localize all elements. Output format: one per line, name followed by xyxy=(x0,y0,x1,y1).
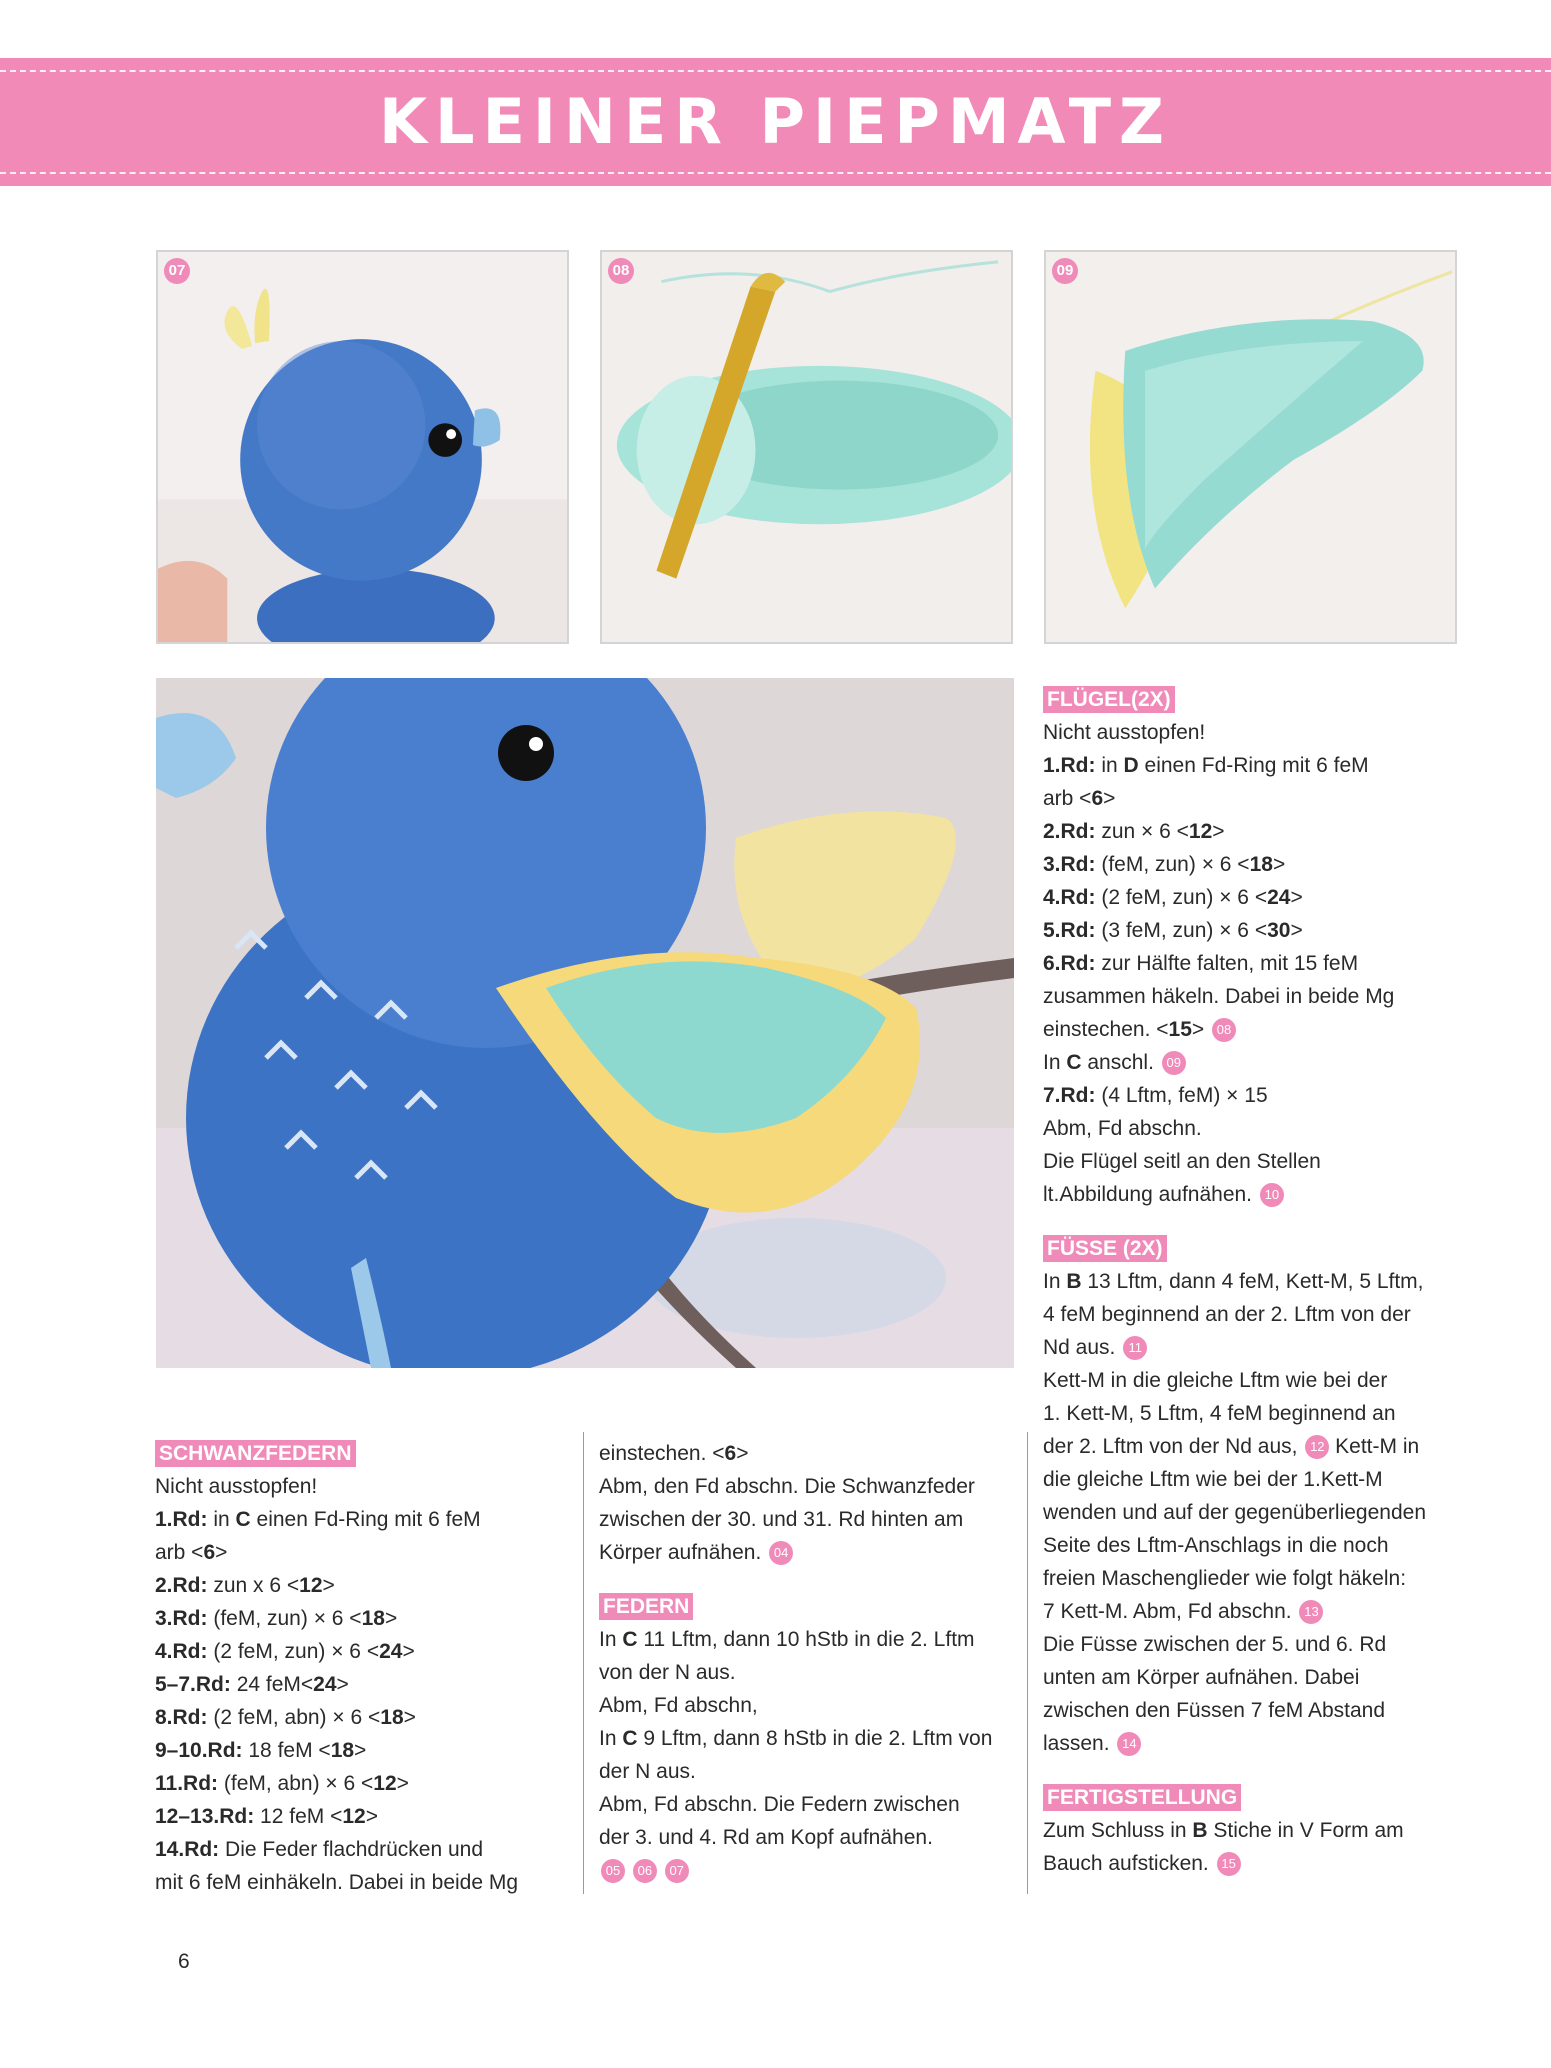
instruction-text: In C anschl. xyxy=(1043,1051,1154,1074)
instruction-line xyxy=(599,1854,1019,1887)
bird-head-image xyxy=(158,252,567,642)
instruction-text: 7.Rd: (4 Lftm, feM) × 15 xyxy=(1043,1084,1268,1107)
step-reference-badge: 07 xyxy=(665,1859,689,1883)
instruction-line xyxy=(599,1755,1019,1788)
photo-main-bird xyxy=(156,678,1014,1368)
instruction-line xyxy=(599,1470,1019,1503)
left-column xyxy=(155,1436,575,1899)
instruction-text: zwischen der 30. und 31. Rd hinten am xyxy=(599,1508,964,1531)
instruction-line xyxy=(155,1635,575,1668)
instruction-text: mit 6 feM einhäkeln. Dabei in beide Mg xyxy=(155,1871,519,1894)
instruction-line xyxy=(155,1536,575,1569)
middle-column xyxy=(599,1437,1019,1887)
instruction-line xyxy=(1043,1694,1463,1727)
instruction-line xyxy=(1043,1814,1463,1847)
instruction-line xyxy=(1043,1661,1463,1694)
instruction-line xyxy=(1043,881,1463,914)
instruction-line xyxy=(1043,1079,1463,1112)
step-reference-badge: 11 xyxy=(1123,1336,1147,1360)
instruction-text: 1. Kett-M, 5 Lftm, 4 feM beginnend an xyxy=(1043,1402,1396,1425)
instruction-line xyxy=(1043,947,1463,980)
instruction-line xyxy=(1043,1562,1463,1595)
photo-step-badge: 09 xyxy=(1052,258,1078,284)
instruction-text: Zum Schluss in B Stiche in V Form am xyxy=(1043,1819,1404,1842)
step-reference-badge: 08 xyxy=(1212,1018,1236,1042)
instruction-text: Abm, Fd abschn, xyxy=(599,1694,758,1717)
instruction-text: der N aus. xyxy=(599,1760,696,1783)
step-reference-badge: 15 xyxy=(1217,1852,1241,1876)
schwanzfedern-continued xyxy=(599,1437,1019,1569)
banner-dash-bottom xyxy=(0,172,1551,174)
instruction-text: 8.Rd: (2 feM, abn) × 6 <18> xyxy=(155,1706,416,1729)
instruction-line xyxy=(1043,1265,1463,1298)
instruction-text: In C 11 Lftm, dann 10 hStb in die 2. Lftm xyxy=(599,1628,975,1651)
instruction-line xyxy=(1043,1595,1463,1628)
step-reference-badge: 12 xyxy=(1305,1435,1329,1459)
instruction-text: 4.Rd: (2 feM, zun) × 6 <24> xyxy=(1043,886,1303,909)
instruction-line xyxy=(1043,1628,1463,1661)
instruction-text: In B 13 Lftm, dann 4 feM, Kett-M, 5 Lftm, xyxy=(1043,1270,1424,1293)
instruction-text: 3.Rd: (feM, zun) × 6 <18> xyxy=(155,1607,398,1630)
step-reference-badge: 14 xyxy=(1117,1732,1141,1756)
photo-step-badge: 08 xyxy=(608,258,634,284)
section-heading-fuesse: FÜSSE (2X) xyxy=(1043,1235,1167,1262)
instruction-text: Abm, den Fd abschn. Die Schwanzfeder xyxy=(599,1475,975,1498)
instruction-line xyxy=(599,1623,1019,1656)
instruction-text: In C 9 Lftm, dann 8 hStb in die 2. Lftm von xyxy=(599,1727,993,1750)
instruction-text: Kett-M in xyxy=(1335,1435,1420,1458)
instruction-text: 14.Rd: Die Feder flachdrücken und xyxy=(155,1838,483,1861)
instruction-line xyxy=(155,1734,575,1767)
instruction-text: Abm, Fd abschn. xyxy=(1043,1117,1202,1140)
instruction-text: lassen. xyxy=(1043,1732,1110,1755)
step-reference-badge: 05 xyxy=(601,1859,625,1883)
instruction-text: Kett-M in die gleiche Lftm wie bei der xyxy=(1043,1369,1388,1392)
instruction-text: 4 feM beginnend an der 2. Lftm von der xyxy=(1043,1303,1411,1326)
instruction-text: von der N aus. xyxy=(599,1661,736,1684)
instruction-line xyxy=(599,1689,1019,1722)
step-reference-badge: 13 xyxy=(1299,1600,1323,1624)
instruction-line xyxy=(155,1800,575,1833)
photo-08 xyxy=(600,250,1013,644)
section-heading-fluegel: FLÜGEL(2X) xyxy=(1043,686,1175,713)
instruction-text: 12–13.Rd: 12 feM <12> xyxy=(155,1805,378,1828)
instruction-text: Die Füsse zwischen der 5. und 6. Rd xyxy=(1043,1633,1387,1656)
instruction-line xyxy=(599,1821,1019,1854)
section-heading-fertigstellung: FERTIGSTELLUNG xyxy=(1043,1784,1241,1811)
instruction-text: unten am Körper aufnähen. Dabei xyxy=(1043,1666,1360,1689)
instruction-line xyxy=(155,1866,575,1899)
instruction-line xyxy=(599,1722,1019,1755)
instruction-text: freien Maschenglieder wie folgt häkeln: xyxy=(1043,1567,1407,1590)
instruction-text: Abm, Fd abschn. Die Federn zwischen xyxy=(599,1793,960,1816)
photo-step-badge: 07 xyxy=(164,258,190,284)
column-divider-1 xyxy=(583,1432,584,1894)
instruction-line xyxy=(1043,1430,1463,1463)
section-heading-schwanzfedern: SCHWANZFEDERN xyxy=(155,1440,356,1467)
instruction-text: Nicht ausstopfen! xyxy=(1043,721,1206,744)
instruction-line xyxy=(1043,1298,1463,1331)
instruction-text: 2.Rd: zun x 6 <12> xyxy=(155,1574,335,1597)
instruction-text: Bauch aufsticken. xyxy=(1043,1852,1209,1875)
wing-hook-image xyxy=(602,252,1011,642)
instruction-line xyxy=(1043,1847,1463,1880)
instruction-text: der 3. und 4. Rd am Kopf aufnähen. xyxy=(599,1826,933,1849)
instruction-line xyxy=(155,1767,575,1800)
instruction-line xyxy=(155,1602,575,1635)
instruction-line xyxy=(1043,1013,1463,1046)
instruction-text: der 2. Lftm von der Nd aus, xyxy=(1043,1435,1298,1458)
fertigstellung-instructions xyxy=(1043,1814,1463,1880)
instruction-line xyxy=(1043,914,1463,947)
fluegel-instructions xyxy=(1043,716,1463,1211)
instruction-line xyxy=(155,1470,575,1503)
photo-09 xyxy=(1044,250,1457,644)
instruction-text: Seite des Lftm-Anschlags in die noch xyxy=(1043,1534,1389,1557)
instruction-line xyxy=(599,1656,1019,1689)
instruction-text: 3.Rd: (feM, zun) × 6 <18> xyxy=(1043,853,1286,876)
instruction-text: zwischen den Füssen 7 feM Abstand xyxy=(1043,1699,1386,1722)
instruction-line xyxy=(155,1569,575,1602)
instruction-line xyxy=(599,1536,1019,1569)
instruction-text: 11.Rd: (feM, abn) × 6 <12> xyxy=(155,1772,409,1795)
instruction-line xyxy=(1043,848,1463,881)
instruction-line xyxy=(1043,1178,1463,1211)
instruction-line xyxy=(1043,1112,1463,1145)
section-heading-federn: FEDERN xyxy=(599,1593,693,1620)
fuesse-instructions xyxy=(1043,1265,1463,1760)
instruction-text: einstechen. <15> xyxy=(1043,1018,1205,1041)
instruction-line xyxy=(1043,1397,1463,1430)
step-reference-badge: 06 xyxy=(633,1859,657,1883)
column-divider-2 xyxy=(1027,1432,1028,1894)
bird-wing-image xyxy=(156,678,1014,1368)
instruction-text: die gleiche Lftm wie bei der 1.Kett-M xyxy=(1043,1468,1383,1491)
instruction-text: Die Flügel seitl an den Stellen xyxy=(1043,1150,1321,1173)
instruction-line xyxy=(1043,1529,1463,1562)
instruction-line xyxy=(1043,815,1463,848)
instruction-text: Nd aus. xyxy=(1043,1336,1116,1359)
instruction-line xyxy=(1043,782,1463,815)
instruction-text: lt.Abbildung aufnähen. xyxy=(1043,1183,1253,1206)
instruction-line xyxy=(155,1833,575,1866)
instruction-text: 9–10.Rd: 18 feM <18> xyxy=(155,1739,367,1762)
instruction-text: 4.Rd: (2 feM, zun) × 6 <24> xyxy=(155,1640,415,1663)
instruction-text: 1.Rd: in C einen Fd-Ring mit 6 feM xyxy=(155,1508,481,1531)
instruction-text: 1.Rd: in D einen Fd-Ring mit 6 feM xyxy=(1043,754,1369,777)
step-reference-badge: 10 xyxy=(1260,1183,1284,1207)
wing-finished-image xyxy=(1046,252,1455,642)
instruction-line xyxy=(1043,1727,1463,1760)
photo-07 xyxy=(156,250,569,644)
instruction-line xyxy=(1043,1145,1463,1178)
page-number: 6 xyxy=(178,1950,190,1973)
instruction-text: Nicht ausstopfen! xyxy=(155,1475,318,1498)
title-banner xyxy=(0,58,1551,186)
right-column xyxy=(1043,682,1463,1880)
instruction-line xyxy=(1043,1496,1463,1529)
federn-instructions xyxy=(599,1623,1019,1887)
instruction-text: 5–7.Rd: 24 feM<24> xyxy=(155,1673,349,1696)
instruction-text: 7 Kett-M. Abm, Fd abschn. xyxy=(1043,1600,1292,1623)
step-reference-badge: 09 xyxy=(1162,1051,1186,1075)
instruction-text: arb <6> xyxy=(1043,787,1116,810)
instruction-text: zusammen häkeln. Dabei in beide Mg xyxy=(1043,985,1395,1008)
instruction-line xyxy=(1043,1331,1463,1364)
instruction-line xyxy=(1043,749,1463,782)
instruction-line xyxy=(1043,1046,1463,1079)
instruction-line xyxy=(1043,980,1463,1013)
instruction-line xyxy=(155,1701,575,1734)
instruction-line xyxy=(599,1437,1019,1470)
instruction-line xyxy=(155,1503,575,1536)
instruction-line xyxy=(599,1503,1019,1536)
instruction-text: arb <6> xyxy=(155,1541,228,1564)
instruction-line xyxy=(1043,1463,1463,1496)
page-title: KLEINER PIEPMATZ xyxy=(379,85,1172,158)
banner-dash-top xyxy=(0,70,1551,72)
instruction-line xyxy=(1043,716,1463,749)
instruction-text: 2.Rd: zun × 6 <12> xyxy=(1043,820,1225,843)
instruction-text: 5.Rd: (3 feM, zun) × 6 <30> xyxy=(1043,919,1303,942)
instruction-text: einstechen. <6> xyxy=(599,1442,749,1465)
step-reference-badge: 04 xyxy=(769,1541,793,1565)
instruction-line xyxy=(155,1668,575,1701)
instruction-text: wenden und auf der gegenüberliegenden xyxy=(1043,1501,1426,1524)
instruction-line xyxy=(599,1788,1019,1821)
instruction-text: Körper aufnähen. xyxy=(599,1541,762,1564)
schwanzfedern-instructions xyxy=(155,1470,575,1899)
instruction-line xyxy=(1043,1364,1463,1397)
instruction-text: 6.Rd: zur Hälfte falten, mit 15 feM xyxy=(1043,952,1359,975)
